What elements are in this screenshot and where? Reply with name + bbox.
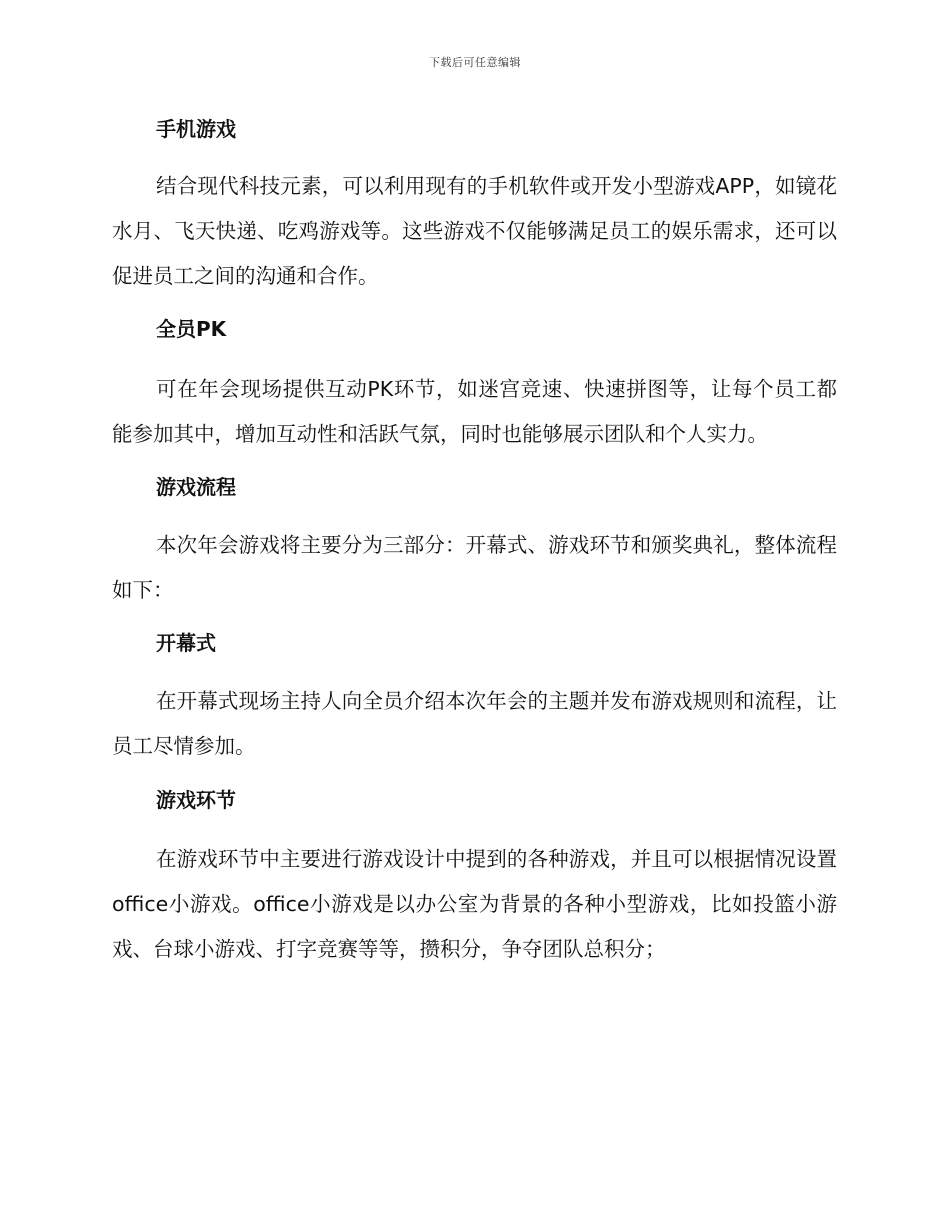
section-body-all-staff-pk: 可在年会现场提供互动PK环节，如迷宫竞速、快速拼图等，让每个员工都能参加其中，增加互动性和活跃气氛，同时也能够展示团队和个人实力。 (112, 377, 837, 446)
section-body-mobile-games: 结合现代科技元素，可以利用现有的手机软件或开发小型游戏APP，如镜花水月、飞天快递、吃鸡游戏等。这些游戏不仅能够满足员工的娱乐需求，还可以促进员工之间的沟通和合作。 (112, 174, 837, 288)
section-body-opening: 在开幕式现场主持人向全员介绍本次年会的主题并发布游戏规则和流程，让员工尽情参加。 (112, 689, 837, 758)
section-heading-all-staff-pk: 全员PK (156, 317, 227, 341)
section-body-game-process: 本次年会游戏将主要分为三部分：开幕式、游戏环节和颁奖典礼，整体流程如下： (112, 533, 837, 602)
header-note: 下载后可任意编辑 (429, 56, 521, 69)
section-heading-game-process: 游戏流程 (156, 475, 236, 499)
section-body-game-session: 在游戏环节中主要进行游戏设计中提到的各种游戏，并且可以根据情况设置office小游戏。office小游戏是以办公室为背景的各种小型游戏，比如投篮小游戏、台球小游戏、打字竞赛等等，攒积分，争夺团队总积分； (112, 847, 837, 961)
section-heading-mobile-games: 手机游戏 (156, 117, 236, 141)
section-heading-opening: 开幕式 (156, 631, 216, 655)
section-heading-game-session: 游戏环节 (156, 788, 236, 812)
document-body (112, 112, 837, 972)
